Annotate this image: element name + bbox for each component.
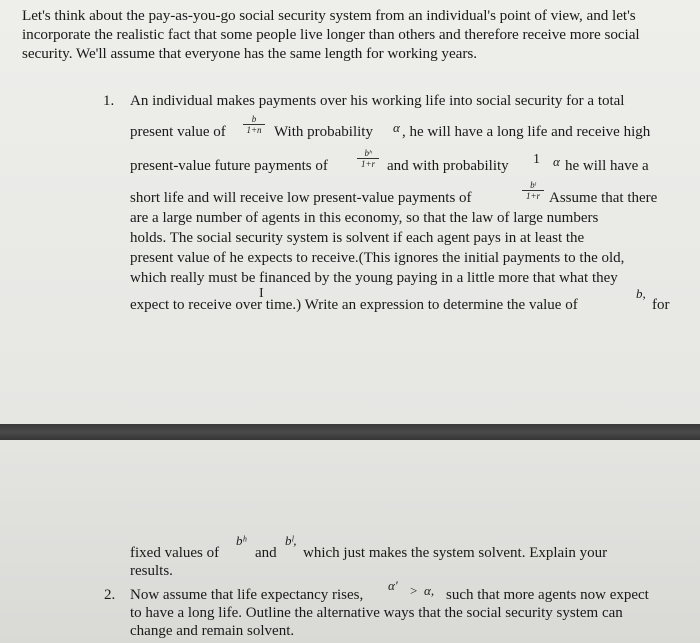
item-2-line-1a: Now assume that life expectancy rises, <box>130 587 364 603</box>
item-1-line-9b: for <box>652 297 670 313</box>
fraction-b-over-1-plus-n <box>242 114 266 135</box>
one-symbol: 1 <box>533 152 540 167</box>
item-1-number: 1. <box>103 93 115 109</box>
fraction-bh-over-1-plus-r <box>356 148 380 169</box>
item-1-line-3a: present-value future payments of <box>130 158 328 174</box>
intro-paragraph: Let's think about the pay-as-you-go social security system from an individual's point of view, and let's incorporate the realistic fact that some people live longer than others and therefore receive more social security. We'll assume that everyone has the same length for working years. <box>22 7 640 62</box>
frac-num: bˡ <box>530 180 536 190</box>
item-1-cont-b: and <box>255 545 277 561</box>
alpha-symbol: α <box>393 120 400 135</box>
greater-than-symbol: > <box>410 583 418 598</box>
item-1-line-9a: expect to receive over time.) Write an expression to determine the value of <box>130 297 578 313</box>
item-1-line-1: An individual makes payments over his working life into social security for a total <box>130 93 625 109</box>
frac-den: 1+r <box>525 191 541 201</box>
bh-symbol: bʰ <box>236 533 247 548</box>
item-1-line-7: present value of he expects to receive.(This ignores the initial payments to the old, <box>130 250 625 266</box>
alpha-prime-symbol: α′ <box>388 578 398 593</box>
item-1-cont-a: fixed values of <box>130 545 220 561</box>
bl-symbol: bˡ, <box>285 533 297 548</box>
frac-num: b <box>251 114 257 124</box>
item-1-line-2a: present value of <box>130 124 226 140</box>
page-divider <box>0 424 700 440</box>
item-1-line-3c: he will have a <box>565 158 649 174</box>
text-cursor-icon: I <box>259 286 264 301</box>
item-1-cont-c: which just makes the system solvent. Explain your <box>303 545 608 561</box>
alpha-comma-symbol: α, <box>424 583 435 598</box>
item-1-line-4b: Assume that there <box>549 190 658 206</box>
frac-num: bʰ <box>364 148 372 158</box>
fraction-bl-over-1-plus-r <box>521 180 545 201</box>
b-symbol: b, <box>636 286 646 301</box>
frac-den: 1+r <box>360 159 376 169</box>
item-1-line-2c: , he will have a long life and receive high <box>402 124 651 140</box>
item-2-line-1b: such that more agents now expect <box>446 587 649 603</box>
item-1-line-5: are a large number of agents in this economy, so that the law of large numbers <box>130 210 599 226</box>
alpha-symbol-2: α <box>553 154 560 169</box>
item-2-line-2: to have a long life. Outline the alternative ways that the social security system can <box>130 605 623 621</box>
item-1-cont-d: results. <box>130 563 173 579</box>
frac-den: 1+n <box>246 125 262 135</box>
item-1-line-6: holds. The social security system is solvent if each agent pays in at least the <box>130 230 585 246</box>
item-1-line-2b: With probability <box>274 124 373 140</box>
item-1-line-4a: short life and will receive low present-value payments of <box>130 190 472 206</box>
item-1-line-3b: and with probability <box>387 158 509 174</box>
item-2-number: 2. <box>104 587 116 603</box>
item-2-line-3: change and remain solvent. <box>130 623 295 639</box>
item-1-line-8: which really must be financed by the young paying in a little more that what they <box>130 270 618 286</box>
